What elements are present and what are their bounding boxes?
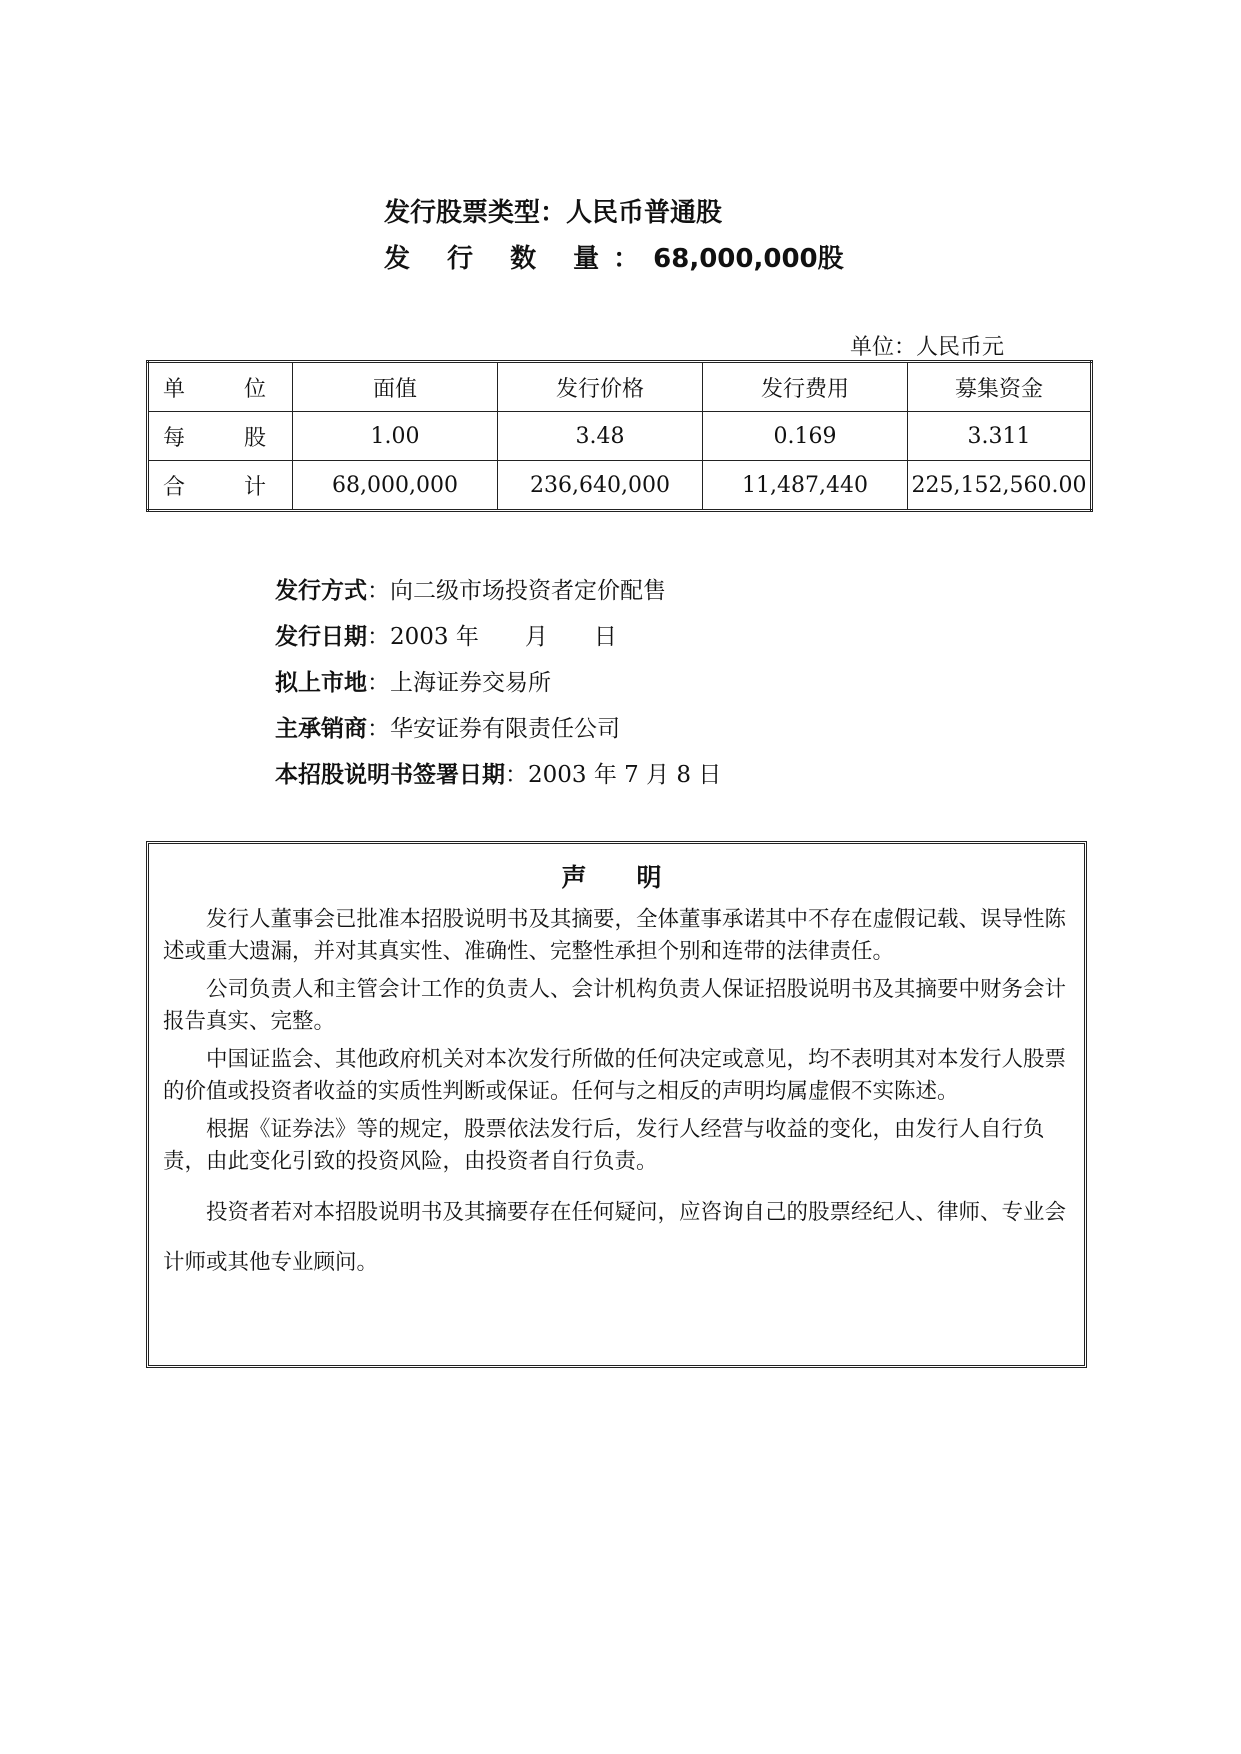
unit-note: 单位：人民币元 [850,335,1005,360]
table-header-cell: 募集资金 [908,362,1092,412]
issue-date-row [275,614,721,660]
stock-type-value: 人民币普通股 [566,198,723,228]
table-cell: 合 计 [148,461,293,511]
issue-quantity-line [384,236,844,282]
table-cell: 3.48 [498,412,703,461]
table-cell: 68,000,000 [293,461,498,511]
listing-place-value: 上海证券交易所 [390,670,551,696]
separator: ： [367,670,390,696]
separator: ： [505,762,528,788]
table-cell: 225,152,560.00 [908,461,1092,511]
issue-quantity-label: 发 行 数 量： [384,244,654,274]
signing-date-value: 2003 年 7 月 8 日 [528,762,722,788]
table-row [148,461,1092,511]
statement-paragraph: 中国证监会、其他政府机关对本次发行所做的任何决定或意见，均不表明其对本发行人股票的价值或投资者收益的实质性判断或保证。任何与之相反的声明均属虚假不实陈述。 [163,1047,1067,1104]
statement-title: 声明 [561,863,712,892]
issue-date-value: 2003 年 月 日 [390,624,617,650]
table-header-row [148,362,1092,412]
separator: ： [367,578,390,604]
issue-method-row [275,568,721,614]
signing-date-label: 本招股说明书签署日期 [275,762,505,788]
issue-date-label: 发行日期 [275,624,367,650]
statement-paragraph: 根据《证券法》等的规定，股票依法发行后，发行人经营与收益的变化，由发行人自行负责，由此变化引致的投资风险，由投资者自行负责。 [163,1117,1045,1174]
separator: ： [367,624,390,650]
issue-info-list [275,568,721,798]
table-cell: 11,487,440 [703,461,908,511]
table-header-cell: 单 位 [148,362,293,412]
table-cell: 3.311 [908,412,1092,461]
table-cell: 每 股 [148,412,293,461]
table-header-cell: 面值 [293,362,498,412]
table-header-cell: 发行费用 [703,362,908,412]
issue-method-label: 发行方式 [275,578,367,604]
lead-underwriter-row [275,706,721,752]
issue-quantity-value: 68,000,000股 [653,244,844,274]
stock-type-label: 发行股票类型： [384,198,567,228]
table-row [148,412,1092,461]
table-header-cell: 发行价格 [498,362,703,412]
issue-method-value: 向二级市场投资者定价配售 [390,578,666,604]
listing-place-row [275,660,721,706]
lead-underwriter-value: 华安证券有限责任公司 [390,716,620,742]
statement-paragraph: 投资者若对本招股说明书及其摘要存在任何疑问，应咨询自己的股票经纪人、律师、专业会计师或其他专业顾问。 [163,1200,1067,1275]
stock-type-line [384,190,844,236]
signing-date-row [275,752,721,798]
title-block [384,190,844,282]
table-cell: 236,640,000 [498,461,703,511]
statement-paragraph: 发行人董事会已批准本招股说明书及其摘要，全体董事承诺其中不存在虚假记载、误导性陈述或重大遗漏，并对其真实性、准确性、完整性承担个别和连带的法律责任。 [163,907,1067,964]
issue-table [146,360,1093,512]
lead-underwriter-label: 主承销商 [275,716,367,742]
table-cell: 0.169 [703,412,908,461]
statement-paragraph: 公司负责人和主管会计工作的负责人、会计机构负责人保证招股说明书及其摘要中财务会计报告真实、完整。 [163,977,1067,1034]
statement-box [146,841,1087,1368]
separator: ： [367,716,390,742]
table-cell: 1.00 [293,412,498,461]
listing-place-label: 拟上市地 [275,670,367,696]
